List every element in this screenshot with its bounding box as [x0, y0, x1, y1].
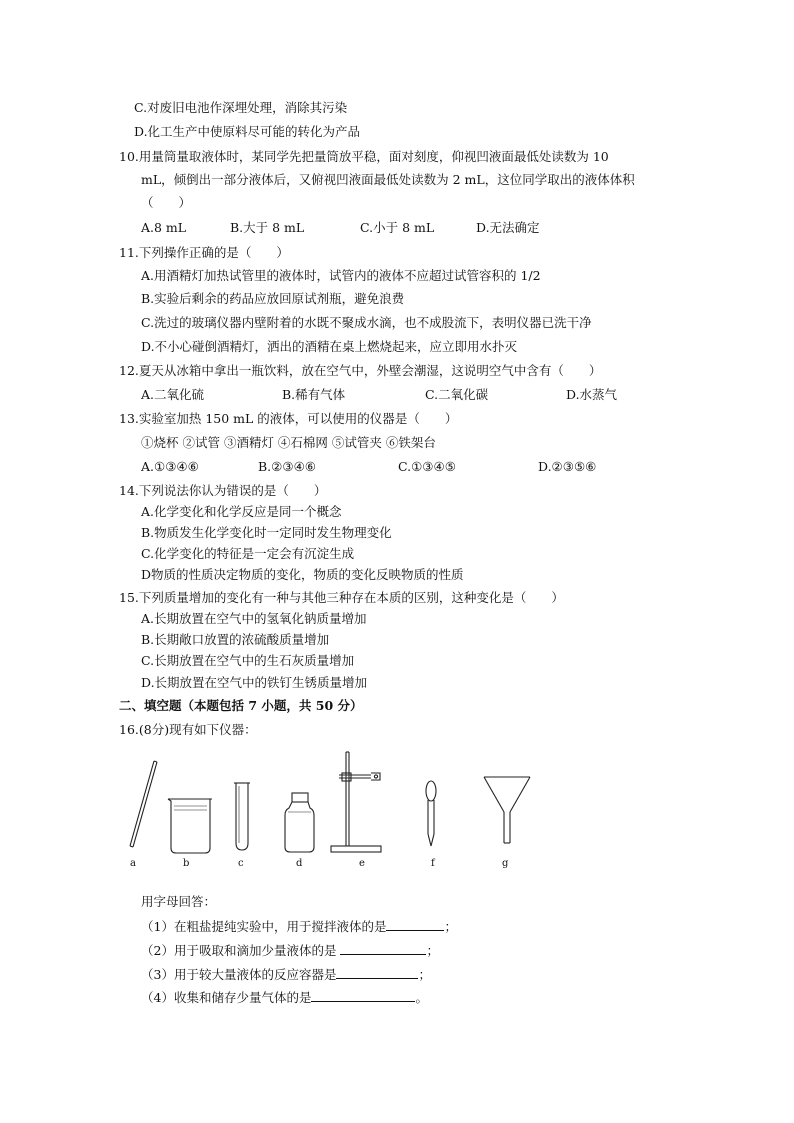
q12-stem: 12.夏天从冰箱中拿出一瓶饮料，放在空气中，外壁会潮湿，这说明空气中含有（ ） — [119, 363, 602, 378]
q15-option-b: B.长期敞口放置的浓硫酸质量增加 — [141, 632, 330, 647]
q16-sub2-punct: ； — [426, 943, 439, 958]
glass-rod-icon — [130, 761, 157, 847]
label-e: e — [359, 858, 365, 869]
q11-option-b: B.实验后剩余的药品应放回原试剂瓶，避免浪费 — [141, 291, 405, 306]
q16-sub1 — [141, 917, 457, 935]
q12-option-a: A.二氧化硫 — [141, 387, 205, 402]
q13-option-a: A.①③④⑥ — [141, 459, 199, 474]
q16-sub4-text: （4）收集和储存少量气体的是 — [141, 990, 312, 1005]
q10-option-b: B.大于 8 mL — [230, 220, 305, 235]
answer-blank-4[interactable] — [311, 988, 415, 1002]
test-tube-icon — [234, 783, 250, 850]
answer-blank-3[interactable] — [336, 965, 418, 979]
q13-items: ①烧杯 ②试管 ③酒精灯 ④石棉网 ⑤试管夹 ⑥铁架台 — [141, 435, 436, 450]
label-g: g — [502, 858, 509, 869]
q16-sub3-text: （3）用于较大量液体的反应容器是 — [141, 967, 337, 982]
q14-stem: 14.下列说法你认为错误的是（ ） — [119, 483, 327, 498]
q14-option-d: D物质的性质决定物质的变化，物质的变化反映物质的性质 — [141, 567, 464, 582]
q16-sub3 — [141, 965, 431, 983]
q12-option-d: D.水蒸气 — [566, 387, 618, 402]
q16-sub1-text: （1）在粗盐提纯实验中，用于搅拌液体的是 — [141, 919, 387, 934]
q15-option-d: D.长期放置在空气中的铁钉生锈质量增加 — [141, 675, 368, 690]
q16-sub2-text: （2）用于吸取和滴加少量液体的是 — [141, 943, 341, 958]
q14-option-b: B.物质发生化学变化时一定同时发生物理变化 — [141, 525, 392, 540]
q12-option-c: C.二氧化碳 — [425, 387, 489, 402]
q11-option-a: A.用酒精灯加热试管里的液体时，试管内的液体不应超过试管容积的 1/2 — [141, 268, 541, 283]
iron-stand-icon — [331, 752, 381, 852]
funnel-icon — [484, 777, 530, 843]
q14-option-a: A.化学变化和化学反应是同一个概念 — [141, 504, 342, 519]
q13-stem: 13.实验室加热 150 mL 的液体，可以使用的仪器是（ ） — [119, 411, 458, 426]
q11-option-c: C.洗过的玻璃仪器内壁附着的水既不聚成水滴，也不成股流下，表明仪器已洗干净 — [141, 315, 592, 330]
q15-stem: 15.下列质量增加的变化有一种与其他三种存在本质的区别，这种变化是（ ） — [119, 590, 564, 605]
q16-sub3-punct: ； — [418, 967, 431, 982]
q11-option-d: D.不小心碰倒酒精灯，洒出的酒精在桌上燃烧起来，应立即用水扑灭 — [141, 339, 518, 354]
answer-blank-2[interactable] — [340, 941, 426, 955]
q16-sub2 — [141, 941, 439, 959]
q13-option-d: D.②③⑤⑥ — [538, 459, 597, 474]
label-f: f — [431, 858, 435, 869]
beaker-icon — [168, 799, 212, 853]
q14-option-c: C.化学变化的特征是一定会有沉淀生成 — [141, 546, 355, 561]
q16-stem: 16.(8分)现有如下仪器： — [119, 722, 257, 737]
q10-option-a: A.8 mL — [141, 220, 187, 235]
q10-stem-line2: mL，倾倒出一部分液体后，又俯视凹液面最低处读数为 2 mL，这位同学取出的液体体积 — [141, 172, 635, 187]
q16-sub4 — [141, 988, 428, 1006]
q12-option-b: B.稀有气体 — [282, 387, 346, 402]
q15-option-a: A.长期放置在空气中的氢氧化钠质量增加 — [141, 611, 367, 626]
q13-option-c: C.①③④⑤ — [398, 459, 456, 474]
label-a: a — [130, 858, 136, 869]
q16-instruction: 用字母回答： — [141, 894, 217, 909]
answer-blank-1[interactable] — [386, 917, 444, 931]
q16-sub4-punct: 。 — [415, 990, 428, 1005]
q9-option-d: D.化工生产中使原料尽可能的转化为产品 — [134, 124, 361, 139]
q13-option-b: B.②③④⑥ — [258, 459, 316, 474]
q10-stem-line3: （ ） — [141, 195, 192, 210]
q9-option-c: C.对废旧电池作深埋处理，消除其污染 — [134, 100, 348, 115]
q10-option-c: C.小于 8 mL — [360, 220, 435, 235]
q10-stem-line1: 10.用量筒量取液体时，某同学先把量筒放平稳，面对刻度，仰视凹液面最低处读数为 10 — [119, 149, 609, 164]
label-c: c — [238, 858, 244, 869]
gas-bottle-icon — [285, 793, 314, 852]
label-d: d — [296, 858, 303, 869]
q10-option-d: D.无法确定 — [476, 220, 540, 235]
label-b: b — [183, 858, 190, 869]
dropper-icon — [426, 781, 436, 846]
q15-option-c: C.长期放置在空气中的生石灰质量增加 — [141, 653, 355, 668]
q11-stem: 11.下列操作正确的是（ ） — [119, 245, 289, 260]
q16-sub1-punct: ； — [444, 919, 457, 934]
section-heading: 二、填空题（本题包括 7 小题，共 50 分） — [119, 698, 363, 713]
